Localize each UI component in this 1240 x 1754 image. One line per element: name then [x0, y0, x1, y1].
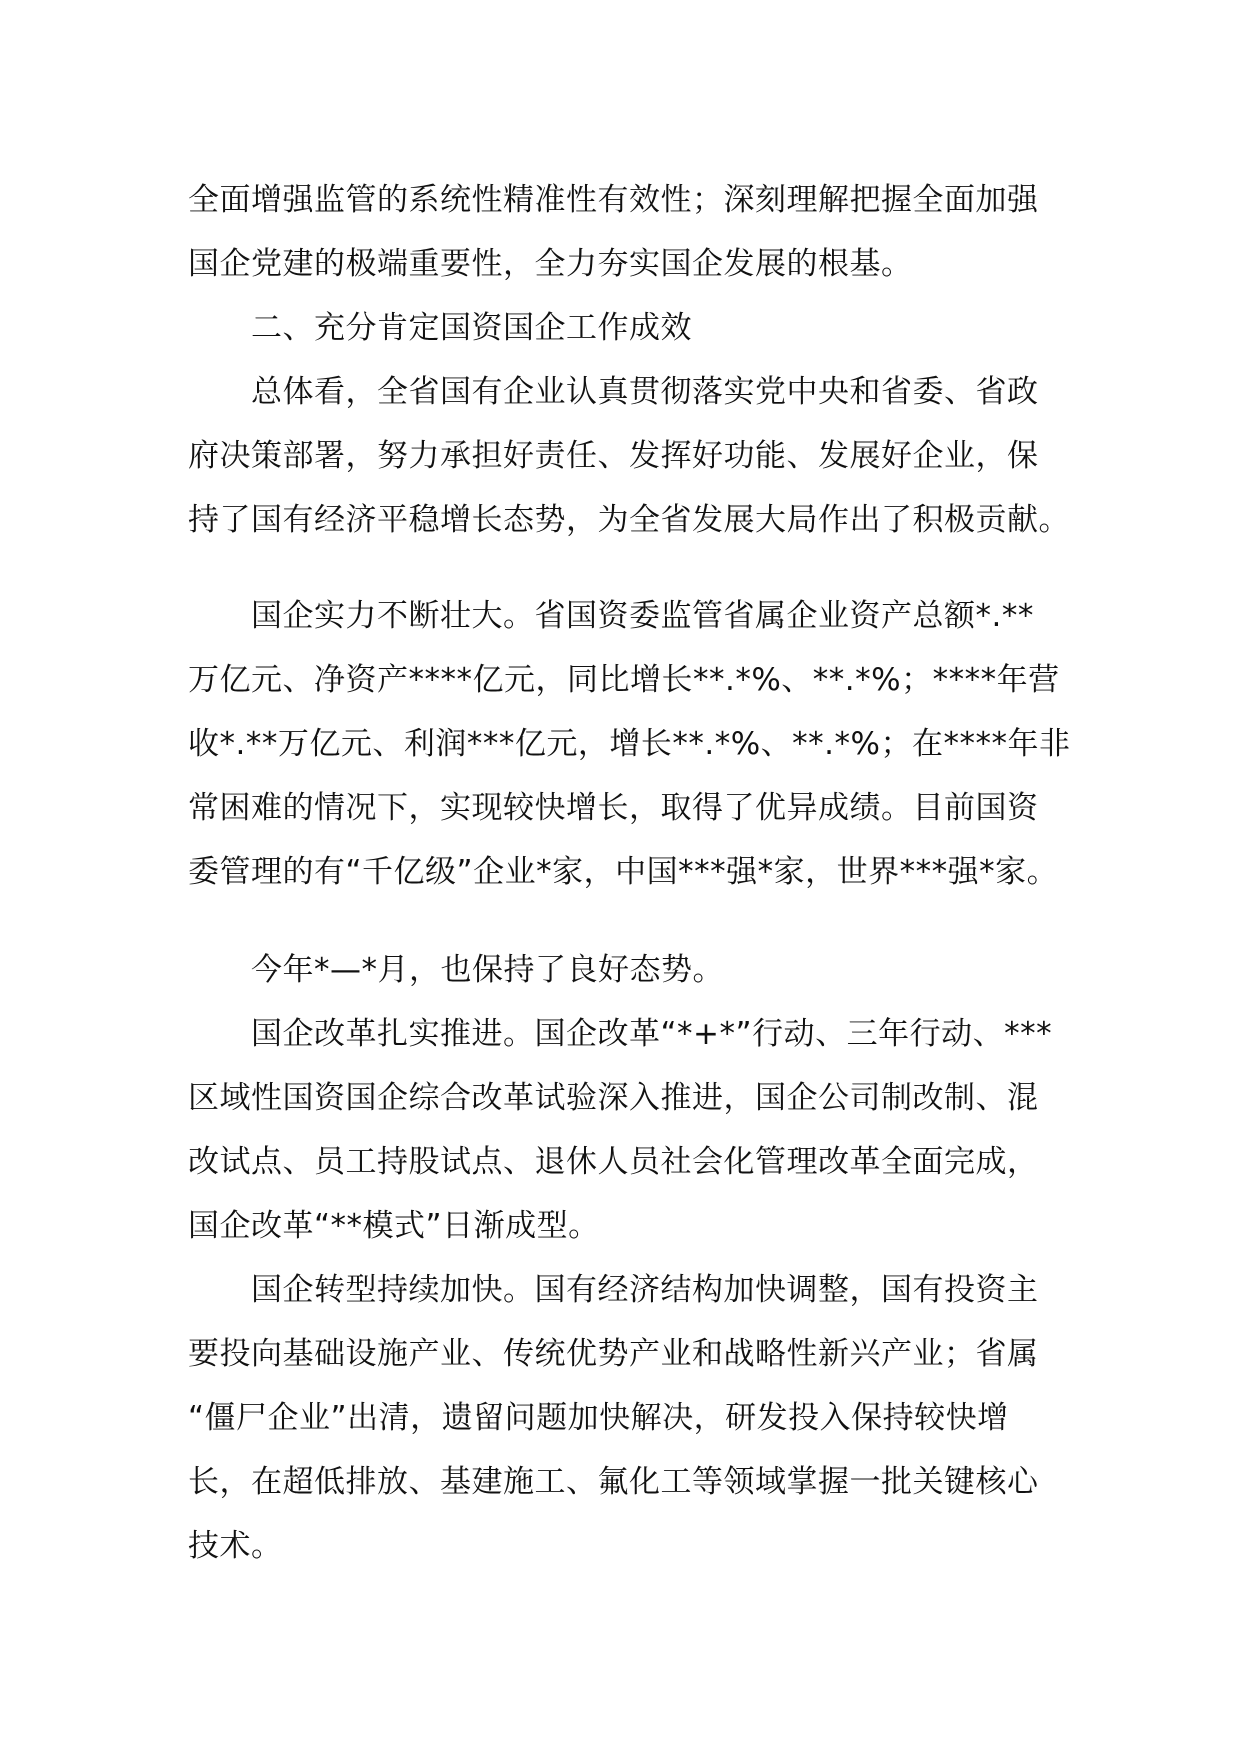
text-line: 万亿元、净资产****亿元，同比增长**.*%、**.*%；****年营 — [188, 662, 1060, 698]
text-line: 技术。 — [188, 1528, 283, 1564]
text-line: 府决策部署，努力承担好责任、发挥好功能、发展好企业，保 — [188, 438, 1039, 474]
text-line: 总体看，全省国有企业认真贯彻落实党中央和省委、省政 — [251, 374, 1039, 410]
text-line: 国企改革“**模式”日渐成型。 — [188, 1208, 600, 1244]
text-line: 委管理的有“千亿级”企业*家，中国***强*家，世界***强*家。 — [188, 854, 1059, 890]
text-line: 全面增强监管的系统性精准性有效性；深刻理解把握全面加强 — [188, 182, 1039, 218]
text-line: 常困难的情况下，实现较快增长，取得了优异成绩。目前国资 — [188, 790, 1039, 826]
text-line: 国企实力不断壮大。省国资委监管省属企业资产总额*.** — [251, 598, 1034, 634]
text-line: 区域性国资国企综合改革试验深入推进，国企公司制改制、混 — [188, 1080, 1039, 1116]
text-line: 今年*—*月，也保持了良好态势。 — [251, 952, 724, 988]
text-line: 持了国有经济平稳增长态势，为全省发展大局作出了积极贡献。 — [188, 502, 1070, 538]
text-line: 国企党建的极端重要性，全力夯实国企发展的根基。 — [188, 246, 913, 282]
text-line: 国企转型持续加快。国有经济结构加快调整，国有投资主 — [251, 1272, 1039, 1308]
section-heading: 二、充分肯定国资国企工作成效 — [251, 310, 692, 346]
text-line: 要投向基础设施产业、传统优势产业和战略性新兴产业；省属 — [188, 1336, 1039, 1372]
text-line: 收*.**万亿元、利润***亿元，增长**.*%、**.*%；在****年非 — [188, 726, 1071, 762]
text-line: 改试点、员工持股试点、退休人员社会化管理改革全面完成， — [188, 1144, 1039, 1180]
text-line: 长，在超低排放、基建施工、氟化工等领域掌握一批关键核心 — [188, 1464, 1039, 1500]
text-line: 国企改革扎实推进。国企改革“*+*”行动、三年行动、*** — [251, 1016, 1053, 1052]
text-line: “僵尸企业”出清，遗留问题加快解决，研发投入保持较快增 — [188, 1400, 1009, 1436]
